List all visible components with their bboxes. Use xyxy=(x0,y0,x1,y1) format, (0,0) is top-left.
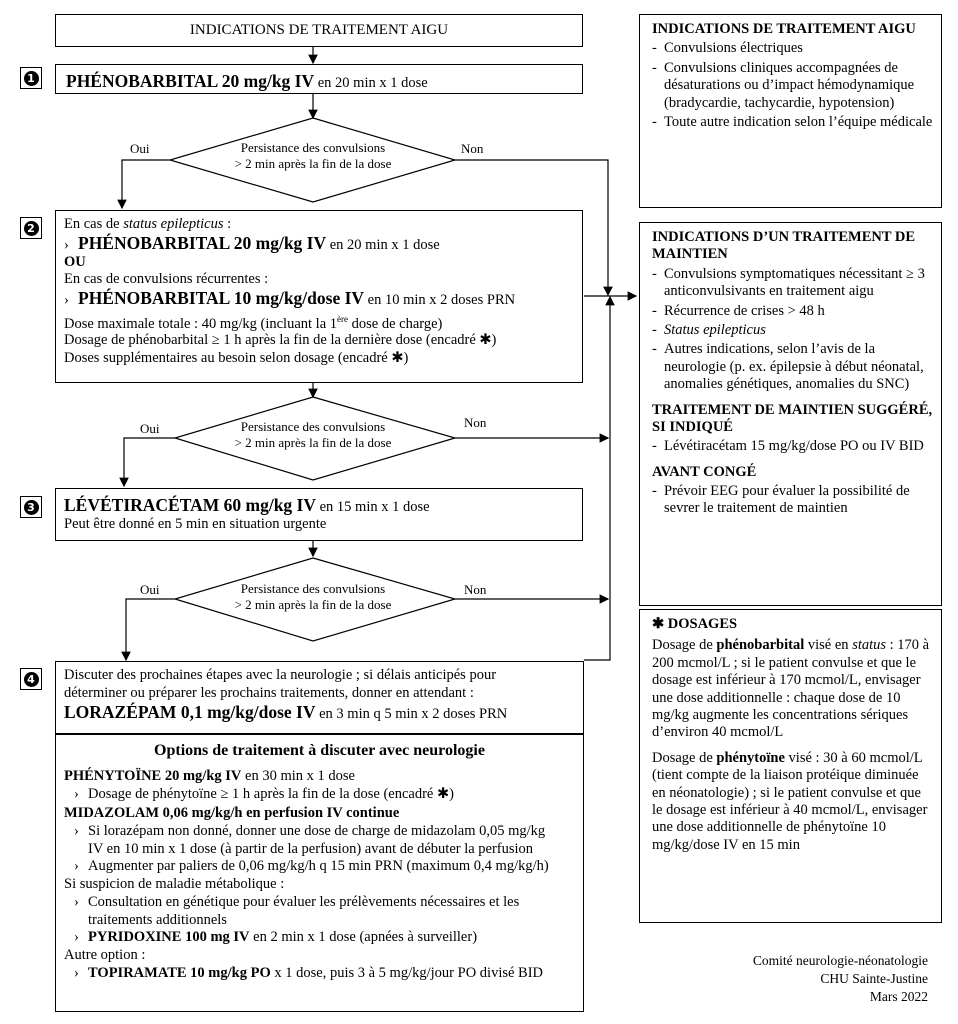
step-4-badge: 4 xyxy=(20,668,42,690)
step-3-box: LÉVÉTIRACÉTAM 60 mg/kg IV en 15 min x 1 dose Peut être donné en 5 min en situation urgente xyxy=(55,488,583,541)
step-1-rest: en 20 min x 1 dose xyxy=(314,75,428,91)
list-item: - Autres indications, selon l’avis de la neurologie (p. ex. épilepsie à début néonatal, anomalies génétiques, anomalies du SNC) xyxy=(652,341,933,393)
page-title: INDICATIONS DE TRAITEMENT AIGU xyxy=(189,22,449,38)
side-box-dosages xyxy=(639,609,942,923)
footer-credit: Comité neurologie-néonatologie CHU Sainte-Justine Mars 2022 xyxy=(752,953,928,1005)
decision-1-yes: Oui xyxy=(130,141,150,156)
dosage-phenytoin: Dosage de phénytoïne visé : 30 à 60 mcmol/L (tient compte de la liaison protéique diminuée en néonatologie) ; si le patient convulse et que le dosage est inférieur à 40 mcmol/L, envisager une dose additionnelle de phénytoïne 10 mg/kg/dose IV en 15 min xyxy=(652,749,928,853)
list-item: - Lévétiracétam 15 mg/kg/dose PO ou IV BID xyxy=(652,438,933,455)
list-item: - Récurrence de crises > 48 h xyxy=(652,303,933,320)
side-box-maintenance xyxy=(639,222,942,606)
topiramate-drug: TOPIRAMATE 10 mg/kg PO xyxy=(88,964,271,981)
list-item: - Convulsions cliniques accompagnées de désaturations ou d’impact hémodynamique (bradycardie, tachycardie, hypotension) xyxy=(652,60,933,112)
decision-2-no: Non xyxy=(464,415,487,430)
decision-3-text: Persistance des convulsions > 2 min après la fin de la dose xyxy=(234,581,392,613)
side-1-title: INDICATIONS DE TRAITEMENT AIGU xyxy=(652,21,916,37)
step-2-drug-1: PHÉNOBARBITAL 20 mg/kg IV xyxy=(78,233,327,254)
list-item: - Convulsions électriques xyxy=(652,40,933,57)
list-item: - Toute autre indication selon l’équipe médicale xyxy=(652,114,933,131)
pyridoxine-drug: PYRIDOXINE 100 mg IV xyxy=(88,929,250,946)
step-2-badge: 2 xyxy=(20,217,42,239)
step-3-drug: LÉVÉTIRACÉTAM 60 mg/kg IV xyxy=(64,495,316,515)
side-2-title: INDICATIONS D’UN TRAITEMENT DE MAINTIEN xyxy=(652,229,916,263)
step-1-box xyxy=(55,64,583,94)
midazolam-drug: MIDAZOLAM 0,06 mg/kg/h en perfusion IV continue xyxy=(64,805,400,822)
step-4-drug: LORAZÉPAM 0,1 mg/kg/dose IV xyxy=(64,702,316,723)
phenytoin-drug: PHÉNYTOÏNE 20 mg/kg IV xyxy=(64,768,242,784)
options-title: Options de traitement à discuter avec neurologie xyxy=(154,742,485,759)
side-box-acute-indications xyxy=(639,14,942,208)
step-4-box: Discuter des prochaines étapes avec la neurologie ; si délais anticipés pour déterminer ou préparer les prochains traitements, donner en attendant : LORAZÉPAM 0,1 mg/kg/dose IV en 3 min q 5 min x 2 doses PRN xyxy=(55,661,584,734)
step-2-box: En cas de status epilepticus : › PHÉNOBARBITAL 20 mg/kg IV en 20 min x 1 dose OU En cas de convulsions récurrentes : › PHÉNOBARBITAL 10 mg/kg/dose IV en 10 min x 2 doses PRN Dose maximale totale : 40 mg/kg (incluant la 1ère dose de charge) Dosage de phénobarbital ≥ 1 h après la fin de la dernière dose (encadré ✱) Doses supplémentaires au besoin selon dosage (encadré ✱) xyxy=(55,210,583,383)
decision-2-yes: Oui xyxy=(140,421,160,436)
list-item: - Prévoir EEG pour évaluer la possibilité de sevrer le traitement de maintien xyxy=(652,483,933,518)
step-1-drug: PHÉNOBARBITAL 20 mg/kg IV xyxy=(66,71,315,91)
side-2-title-2: TRAITEMENT DE MAINTIEN SUGGÉRÉ, SI INDIQUÉ xyxy=(652,401,933,435)
title-box xyxy=(55,14,583,47)
decision-1-text: Persistance des convulsions > 2 min après la fin de la dose xyxy=(234,140,392,172)
decision-3-yes: Oui xyxy=(140,582,160,597)
list-item: - Convulsions symptomatiques nécessitant ≥ 3 anticonvulsivants en traitement aigu xyxy=(652,266,933,301)
step-3-badge: 3 xyxy=(20,496,42,518)
step-2-drug-2: PHÉNOBARBITAL 10 mg/kg/dose IV xyxy=(78,288,365,309)
side-3-title: ✱ DOSAGES xyxy=(652,616,738,632)
step-1-badge: 1 xyxy=(20,67,42,89)
decision-1-no: Non xyxy=(461,141,484,156)
decision-3-no: Non xyxy=(464,582,487,597)
list-item: - Status epilepticus xyxy=(652,322,933,339)
decision-2-text: Persistance des convulsions > 2 min après la fin de la dose xyxy=(234,419,392,451)
options-box: Options de traitement à discuter avec neurologie PHÉNYTOÏNE 20 mg/kg IV en 30 min x 1 dose › Dosage de phénytoïne ≥ 1 h après la fin de la dose (encadré ✱) MIDAZOLAM 0,06 mg/kg/h en perfusion IV continue › Si lorazépam non donné, donner une dose de charge de midazolam 0,05 mg/kg IV en 10 min x 1 dose (à partir de la perfusion) avant de débuter la perfusion › Augmenter par paliers de 0,06 mg/kg/h q 15 min PRN (maximum 0,4 mg/kg/h) Si suspicion de maladie métabolique : › Consultation en génétique pour évaluer les prélèvements nécessaires et les traitements additionnels › PYRIDOXINE 100 mg IV en 2 min x 1 dose (apnées à surveiller) Autre option : › TOPIRAMATE 10 mg/kg PO x 1 dose, puis 3 à 5 mg/kg/jour PO divisé BID xyxy=(55,734,584,1012)
dosage-phenobarbital: Dosage de phénobarbital visé en status : 170 à 200 mcmol/L ; si le patient convulse et que le dosage est inférieur à 170 mcmol/L, envisager une dose additionnelle : chaque dose de 10 mg/kg augmente les concentrations sériques d’environ 40 mcmol/L xyxy=(652,637,930,741)
side-2-title-3: AVANT CONGÉ xyxy=(652,463,757,480)
